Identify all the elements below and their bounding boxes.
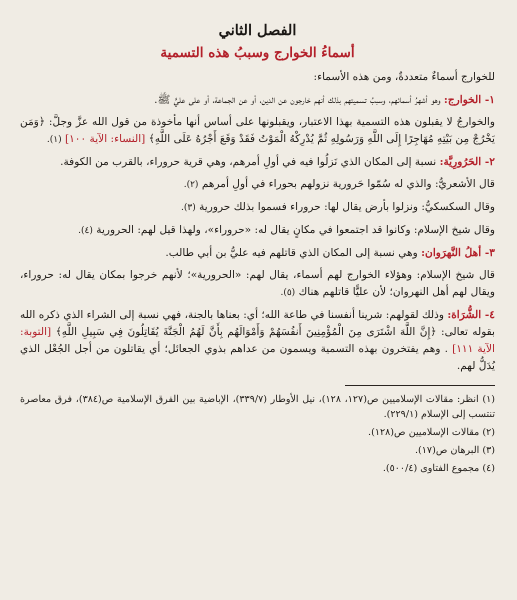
paragraph-text: قال الأشعريُّ: والذي له سُمّوا حَرورية نزولهم بحوراء في أولِ أمرهم [201,178,495,190]
paragraph-nahrawan [20,245,495,262]
paragraph-ashari [20,176,495,194]
footnote-item: (٤) مجموع الفتاوى (٥٠٠/٤). [382,463,495,474]
footnote-marker: (٣). [180,203,196,213]
paragraph-shaykh-islam-1 [20,222,495,240]
paragraph-text: والخوارجُ لا يقبلون هذه التسمية بهذا الاعتبار، ويقبلونها على أساس أنها مأخوذة من قول الله عزَّ وجلَّ: ﴿وَمَن يَخْرُجْ مِن بَيْتِهِ مُهَاجِرًا إِلَى اللَّهِ وَرَسُولِهِ ثُمَّ يُدْرِكْهُ الْمَوْتُ فَقَدْ وَقَعَ أَجْرُهُ عَلَى اللَّهِ﴾ [20,116,495,145]
footnote-marker: (١). [46,135,62,145]
paragraph-text: وقال شيخ الإسلام: وكانوا قد اجتمعوا في مكانٍ يقال له: «حروراء»، ولهذا قيل لهم: الحرورية [96,224,495,236]
term-label: ١- الخوارج: [443,94,495,106]
term-label: ٢- الحَرُورِيَّة: [439,156,495,168]
footnote-item: (١) انظر: مقالات الإسلاميين ص(١٢٧، ١٢٨)، نيل الأوطار (٣٣٩/٧)، الإباضية بين الفرق الإسلامية ص(٣٨٤)، فرق معاصرة تنتسب إلى الإسلام (٢٢٩/١). [20,394,495,420]
paragraph-khawarij [20,92,495,109]
paragraph-text: قال شيخ الإسلام: وهؤلاء الخوارج لهم أسماء، يقال لهم: «الحرورية»؛ لأنهم خرجوا بمكان يقال له: حروراء، ويقال لهم أهل النهروان؛ لأن عليًّا قاتلهم هناك [20,269,495,298]
footnote-item: (٣) البرهان ص(١٧). [414,445,495,456]
footnote-divider [345,385,495,386]
paragraph-shurat [20,307,495,375]
footnote-marker: (٢). [183,180,199,190]
paragraph-text: وقال السكسكيُّ: ونزلوا بأرض يقال لها: حروراء فسموا بذلك حرورية [199,201,495,213]
term-label: ٣- أهلُ النَّهرَوان: [421,247,495,259]
paragraph-text: وهو أشهرُ أسمائهم، وسببُ تسميتهم بذلك أنهم خارجون عن الدين، أو عن الجماعة، أو على عليٍّ ﷺ. [154,94,441,106]
footnotes [20,392,495,476]
paragraph-acceptance [20,114,495,149]
paragraph-text: وهي نسبة إلى المكان الذي قاتلهم فيه عليُّ بن أبي طالب. [165,247,418,259]
intro-paragraph: للخوارج أسماءٌ متعددةٌ، ومن هذه الأسماء: [313,71,495,83]
quran-reference: [النساء: الآية ١٠٠] [64,133,146,145]
footnote-marker: (٤). [78,226,93,236]
footnote-item: (٢) مقالات الإسلاميين ص(١٢٨). [368,427,495,438]
paragraph-text: وذلك لقولهم: شرينا أنفسنا في طاعة الله؛ أي: بعناها بالجنة، فهي نسبة إلى الشراء الذي ذكره الله بقوله تعالى: ﴿إِنَّ اللَّهَ اشْتَرَى مِنَ الْمُؤْمِنِينَ أَنفُسَهُمْ وَأَمْوَالَهُم بِأَنَّ لَهُمُ الْجَنَّةَ يُقَاتِلُونَ فِي سَبِيلِ اللَّهِ﴾ [20,309,495,338]
paragraph-text-tail: . وهم يفتخرون بهذه التسمية ويسمون من عداهم بذوي الجعائل؛ أي يقاتلون من أجل الجُعْل الذي يُدَلُّ لهم. [20,343,495,372]
paragraph-text: نسبة إلى المكان الذي نَزلُوا فيه في أولِ أمرهم، وهي قرية حروراء، بالقرب من الكوفة. [60,156,437,168]
footnote-marker: (٥). [280,288,296,298]
paragraph-shaykh-islam-2 [20,267,495,302]
chapter-title: الفصل الثاني [218,22,297,39]
paragraph-saksaki [20,199,495,217]
term-label: ٤- الشُّرَاة: [447,309,495,321]
paragraph-haruriyya [20,154,495,171]
quran-reference: [التوبة: الآية ١١١] [20,326,495,355]
section-heading: أسماءُ الخوارج وسببُ هذه التسمية [160,45,355,61]
